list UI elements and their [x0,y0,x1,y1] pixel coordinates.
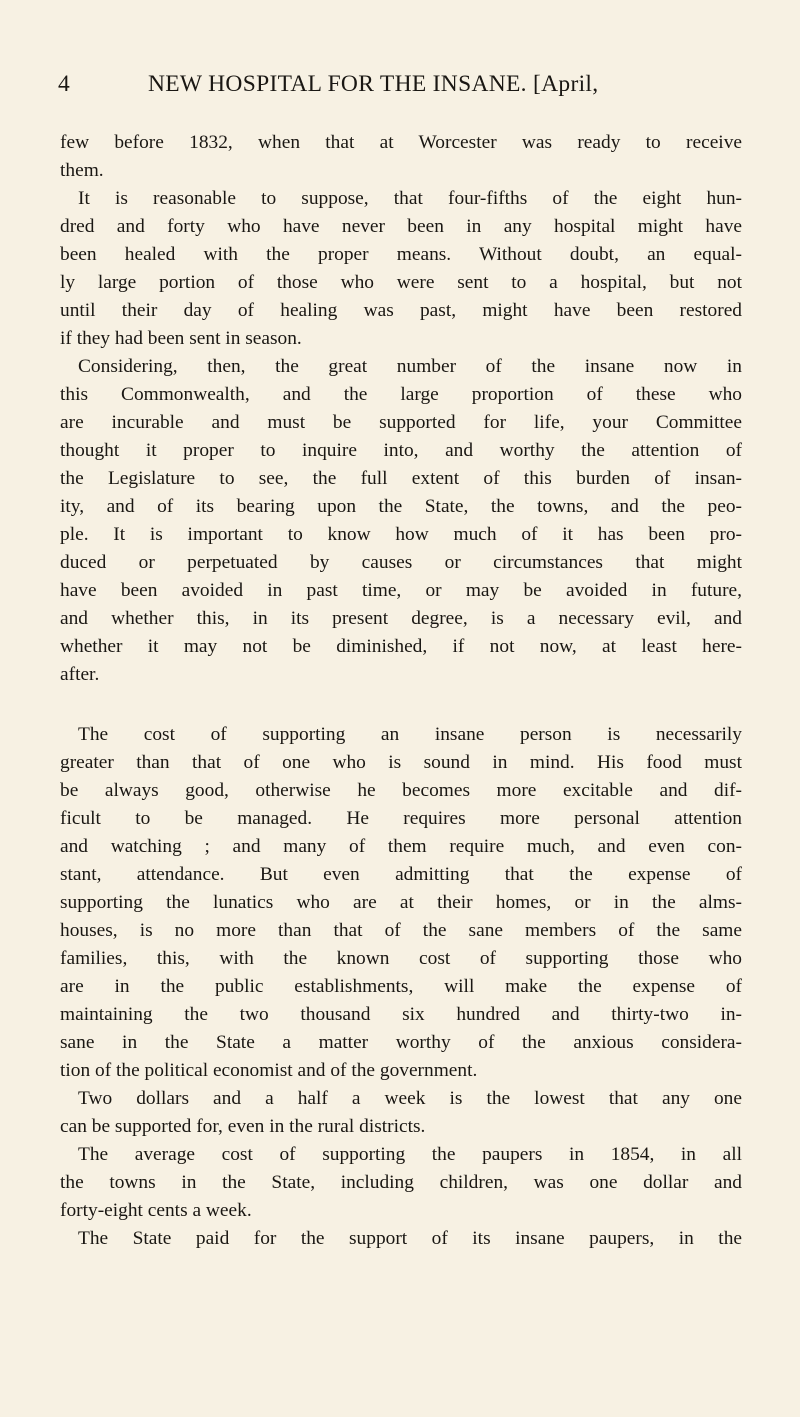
text-line: are in the public establishments, will make the expense of [60,976,742,997]
text-line: few before 1832, when that at Worcester was ready to receive [60,132,742,153]
text-line: The cost of supporting an insane person is necessarily [78,724,742,745]
text-line: greater than that of one who is sound in mind. His food must [60,752,742,773]
text-line: the towns in the State, including children, was one dollar and [60,1172,742,1193]
text-line: are incurable and must be supported for life, your Committee [60,412,742,433]
text-line: thought it proper to inquire into, and worthy the attention of [60,440,742,461]
text-line: ly large portion of those who were sent to a hospital, but not [60,272,742,293]
text-line: It is reasonable to suppose, that four-fifths of the eight hun- [78,188,742,209]
text-line: them. [60,160,104,181]
text-line: can be supported for, even in the rural districts. [60,1116,426,1137]
text-line: been healed with the proper means. Without doubt, an equal- [60,244,742,265]
text-line: be always good, otherwise he becomes more excitable and dif- [60,780,742,801]
text-line: and watching ; and many of them require much, and even con- [60,836,742,857]
running-title: NEW HOSPITAL FOR THE INSANE. [April, [148,71,599,97]
text-line: and whether this, in its present degree, is a necessary evil, and [60,608,742,629]
text-line: ple. It is important to know how much of it has been pro- [60,524,742,545]
text-line: duced or perpetuated by causes or circumstances that might [60,552,742,573]
text-line: Considering, then, the great number of the insane now in [78,356,742,377]
text-line: families, this, with the known cost of supporting those who [60,948,742,969]
text-line: supporting the lunatics who are at their homes, or in the alms- [60,892,742,913]
text-line: tion of the political economist and of the government. [60,1060,478,1081]
text-line: maintaining the two thousand six hundred and thirty-two in- [60,1004,742,1025]
text-line: whether it may not be diminished, if not now, at least here- [60,636,742,657]
page-number: 4 [58,71,71,97]
text-line: this Commonwealth, and the large proportion of these who [60,384,742,405]
text-line: stant, attendance. But even admitting that the expense of [60,864,742,885]
text-line: dred and forty who have never been in any hospital might have [60,216,742,237]
text-line: until their day of healing was past, might have been restored [60,300,742,321]
text-line: ity, and of its bearing upon the State, the towns, and the peo- [60,496,742,517]
text-line: ficult to be managed. He requires more personal attention [60,808,742,829]
text-line: houses, is no more than that of the sane members of the same [60,920,742,941]
text-line: The State paid for the support of its insane paupers, in the [78,1228,742,1249]
text-line: if they had been sent in season. [60,328,302,349]
text-line: Two dollars and a half a week is the lowest that any one [78,1088,742,1109]
page-header [58,66,742,102]
text-line: forty-eight cents a week. [60,1200,252,1221]
text-line: The average cost of supporting the paupers in 1854, in all [78,1144,742,1165]
text-line: after. [60,664,100,685]
text-line: sane in the State a matter worthy of the anxious considera- [60,1032,742,1053]
text-line: have been avoided in past time, or may be avoided in future, [60,580,742,601]
text-line: the Legislature to see, the full extent of this burden of insan- [60,468,742,489]
